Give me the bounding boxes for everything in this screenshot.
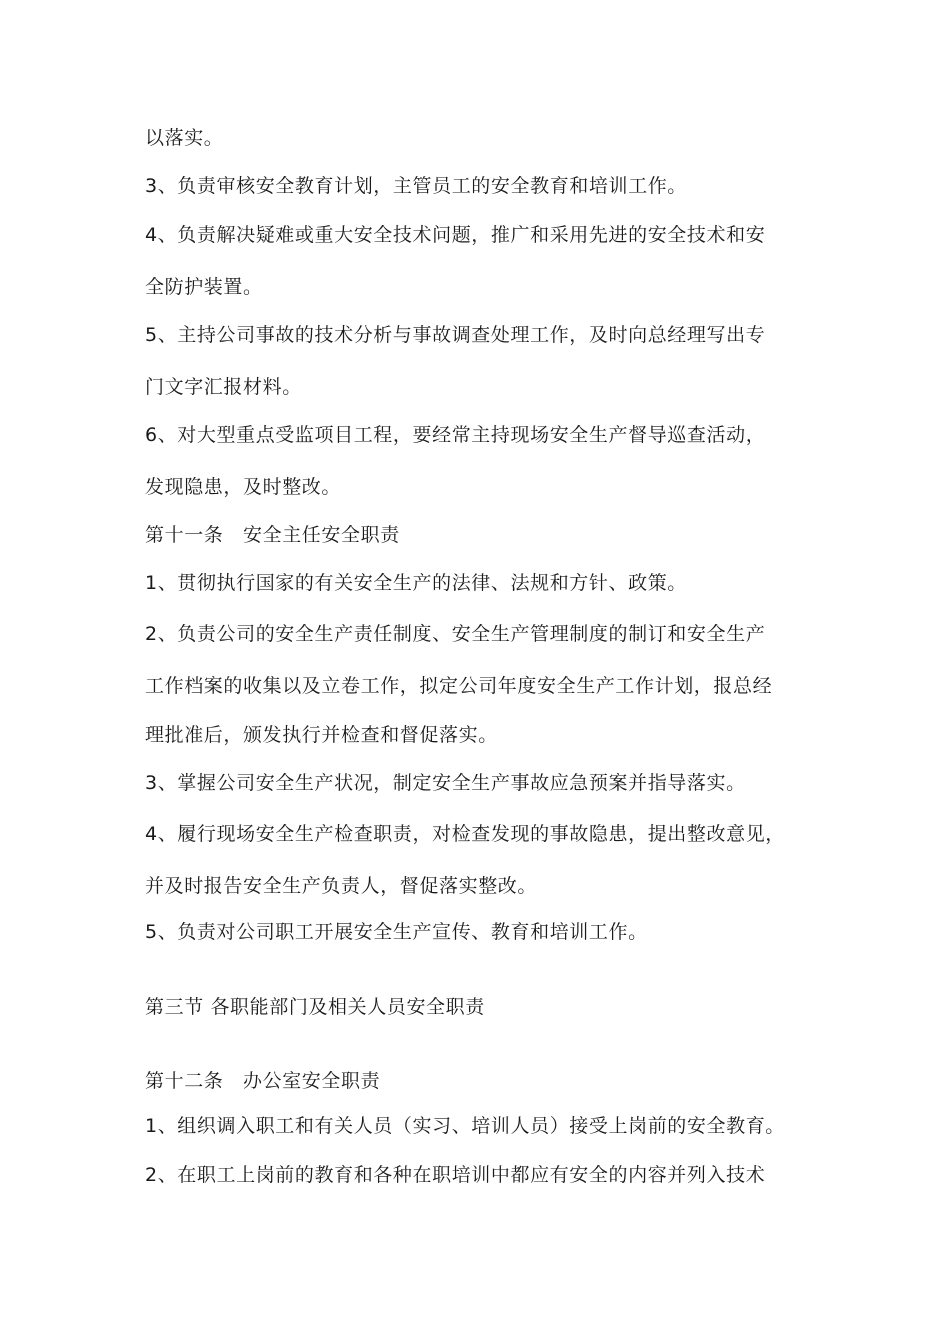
text-line: 发现隐患，及时整改。 <box>145 476 342 498</box>
text-line: 3、掌握公司安全生产状况，制定安全生产事故应急预案并指导落实。 <box>145 772 746 794</box>
section-heading: 第十一条 安全主任安全职责 <box>145 524 400 546</box>
text-line: 1、组织调入职工和有关人员（实习、培训人员）接受上岗前的安全教育。 <box>145 1115 785 1137</box>
text-line: 以落实。 <box>145 127 224 149</box>
text-line: 2、在职工上岗前的教育和各种在职培训中都应有安全的内容并列入技术 <box>145 1164 766 1186</box>
text-line: 4、履行现场安全生产检查职责，对检查发现的事故隐患，提出整改意见， <box>145 823 785 845</box>
text-line: 5、负责对公司职工开展安全生产宣传、教育和培训工作。 <box>145 921 648 943</box>
section-heading: 第三节 各职能部门及相关人员安全职责 <box>145 996 485 1018</box>
section-heading: 第十二条 办公室安全职责 <box>145 1070 381 1092</box>
text-line: 2、负责公司的安全生产责任制度、安全生产管理制度的制订和安全生产 <box>145 623 766 645</box>
text-line: 理批准后，颁发执行并检查和督促落实。 <box>145 724 498 746</box>
text-line: 并及时报告安全生产负责人，督促落实整改。 <box>145 875 538 897</box>
text-line: 工作档案的收集以及立卷工作，拟定公司年度安全生产工作计划，报总经 <box>145 675 773 697</box>
text-line: 全防护装置。 <box>145 276 263 298</box>
text-line: 4、负责解决疑难或重大安全技术问题，推广和采用先进的安全技术和安 <box>145 224 766 246</box>
text-line: 3、负责审核安全教育计划，主管员工的安全教育和培训工作。 <box>145 175 687 197</box>
text-line: 6、对大型重点受监项目工程，要经常主持现场安全生产督导巡查活动， <box>145 424 766 446</box>
text-line: 1、贯彻执行国家的有关安全生产的法律、法规和方针、政策。 <box>145 572 687 594</box>
text-line: 门文字汇报材料。 <box>145 376 302 398</box>
text-line: 5、主持公司事故的技术分析与事故调查处理工作，及时向总经理写出专 <box>145 324 766 346</box>
